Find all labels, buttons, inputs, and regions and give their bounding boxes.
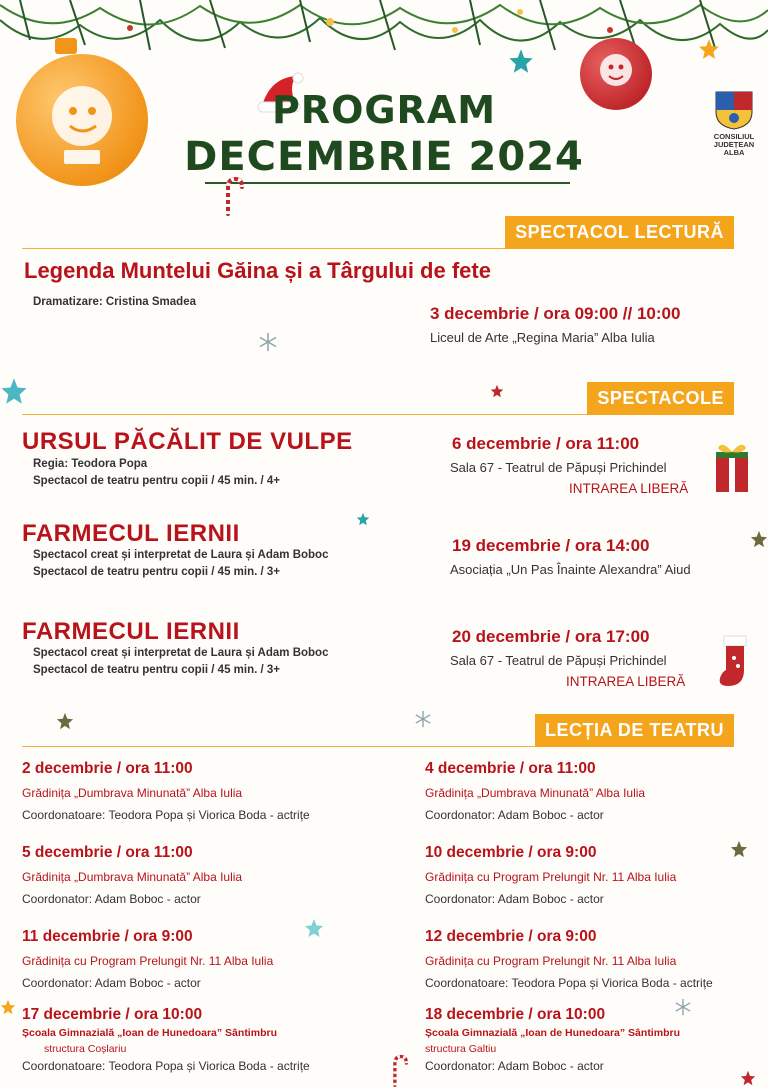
lesson-date: 12 decembrie / ora 9:00	[425, 928, 597, 945]
free-entry: INTRAREA LIBERĂ	[569, 481, 689, 496]
star-icon	[740, 1070, 756, 1086]
snowflake-icon	[674, 998, 692, 1016]
show-date: 19 decembrie / ora 14:00	[452, 536, 650, 555]
star-icon	[0, 996, 16, 1018]
section-tab-spectacole: SPECTACOLE	[587, 382, 734, 415]
lesson-coordinator: Coordonator: Adam Boboc - actor	[425, 892, 604, 906]
star-icon	[750, 526, 768, 552]
lectura-credit: Dramatizare: Cristina Smadea	[33, 296, 196, 308]
star-icon	[356, 512, 370, 526]
snowflake-icon	[414, 710, 432, 728]
lesson-coordinator: Coordonator: Adam Boboc - actor	[22, 976, 201, 990]
lesson-structure: structura Galtiu	[425, 1043, 497, 1055]
star-icon	[490, 384, 504, 398]
lesson-coordinator: Coordonatoare: Teodora Popa și Viorica Boda - actrițe	[22, 808, 310, 822]
lesson-venue: Grădinița cu Program Prelungit Nr. 11 Alba Iulia	[22, 954, 274, 968]
lesson-venue: Școala Gimnazială „Ioan de Hunedoara” Sântimbru	[22, 1027, 277, 1039]
star-icon	[698, 38, 720, 60]
snowflake-icon	[258, 332, 278, 352]
section-tab-lectia: LECȚIA DE TEATRU	[535, 714, 734, 747]
show-line: Spectacol de teatru pentru copii / 45 min. / 3+	[33, 566, 280, 578]
lesson-venue: Grădinița cu Program Prelungit Nr. 11 Alba Iulia	[425, 954, 677, 968]
lesson-date: 10 decembrie / ora 9:00	[425, 844, 597, 861]
gift-icon	[714, 438, 750, 494]
show-title: URSUL PĂCĂLIT DE VULPE	[22, 428, 353, 455]
lesson-date: 17 decembrie / ora 10:00	[22, 1006, 203, 1023]
show-line: Spectacol de teatru pentru copii / 45 min. / 4+	[33, 475, 280, 487]
lesson-venue: Grădinița „Dumbrava Minunată” Alba Iulia	[425, 786, 646, 800]
star-icon	[730, 840, 748, 858]
show-title: FARMECUL IERNII	[22, 618, 240, 645]
page-subtitle: DECEMBRIE 2024	[184, 134, 584, 180]
ornament-cap	[55, 38, 77, 54]
show-venue: Sala 67 - Teatrul de Păpuși Prichindel	[450, 460, 667, 475]
show-line: Spectacol de teatru pentru copii / 45 min. / 3+	[33, 664, 280, 676]
show-title: FARMECUL IERNII	[22, 520, 240, 547]
lesson-date: 5 decembrie / ora 11:00	[22, 844, 193, 861]
lectura-title: Legenda Muntelui Găina și a Târgului de fete	[24, 258, 491, 283]
star-icon	[508, 48, 534, 74]
star-icon	[304, 918, 324, 938]
council-label: CONSILIUL JUDEȚEAN ALBA	[713, 132, 755, 157]
star-icon	[0, 376, 28, 406]
lesson-coordinator: Coordonator: Adam Boboc - actor	[425, 1059, 604, 1073]
lesson-coordinator: Coordonatoare: Teodora Popa și Viorica Boda - actrițe	[425, 976, 713, 990]
title-underline	[205, 182, 570, 184]
lesson-coordinator: Coordonatoare: Teodora Popa și Viorica Boda - actrițe	[22, 1059, 310, 1073]
section-tab-lectura: SPECTACOL LECTURĂ	[505, 216, 734, 249]
show-venue: Asociația „Un Pas Înainte Alexandra” Aiud	[450, 562, 691, 577]
free-entry: INTRAREA LIBERĂ	[566, 674, 686, 689]
lectura-venue: Liceul de Arte „Regina Maria” Alba Iulia	[430, 330, 655, 345]
lesson-venue: Grădinița „Dumbrava Minunată” Alba Iulia	[22, 786, 243, 800]
lesson-date: 4 decembrie / ora 11:00	[425, 760, 596, 777]
lesson-venue: Grădinița cu Program Prelungit Nr. 11 Alba Iulia	[425, 870, 677, 884]
page-title: PROGRAM	[271, 88, 497, 132]
show-line: Spectacol creat și interpretat de Laura și Adam Boboc	[33, 549, 329, 561]
lectura-date: 3 decembrie / ora 09:00 // 10:00	[430, 304, 681, 323]
candy-cane-icon	[222, 176, 244, 216]
show-line: Spectacol creat și interpretat de Laura și Adam Boboc	[33, 647, 329, 659]
stocking-icon	[714, 632, 754, 692]
lesson-date: 2 decembrie / ora 11:00	[22, 760, 193, 777]
show-date: 6 decembrie / ora 11:00	[452, 434, 640, 453]
candy-cane-icon	[388, 1054, 410, 1087]
lesson-structure: structura Coșlariu	[44, 1043, 127, 1055]
lesson-coordinator: Coordonator: Adam Boboc - actor	[22, 892, 201, 906]
lesson-date: 18 decembrie / ora 10:00	[425, 1006, 606, 1023]
lesson-venue: Grădinița „Dumbrava Minunată” Alba Iulia	[22, 870, 243, 884]
lesson-coordinator: Coordonator: Adam Boboc - actor	[425, 808, 604, 822]
lesson-venue: Școala Gimnazială „Ioan de Hunedoara” Sântimbru	[425, 1027, 680, 1039]
show-venue: Sala 67 - Teatrul de Păpuși Prichindel	[450, 653, 667, 668]
star-icon	[56, 712, 74, 730]
show-date: 20 decembrie / ora 17:00	[452, 627, 650, 646]
lesson-date: 11 decembrie / ora 9:00	[22, 928, 193, 945]
show-line: Regia: Teodora Popa	[33, 458, 148, 470]
